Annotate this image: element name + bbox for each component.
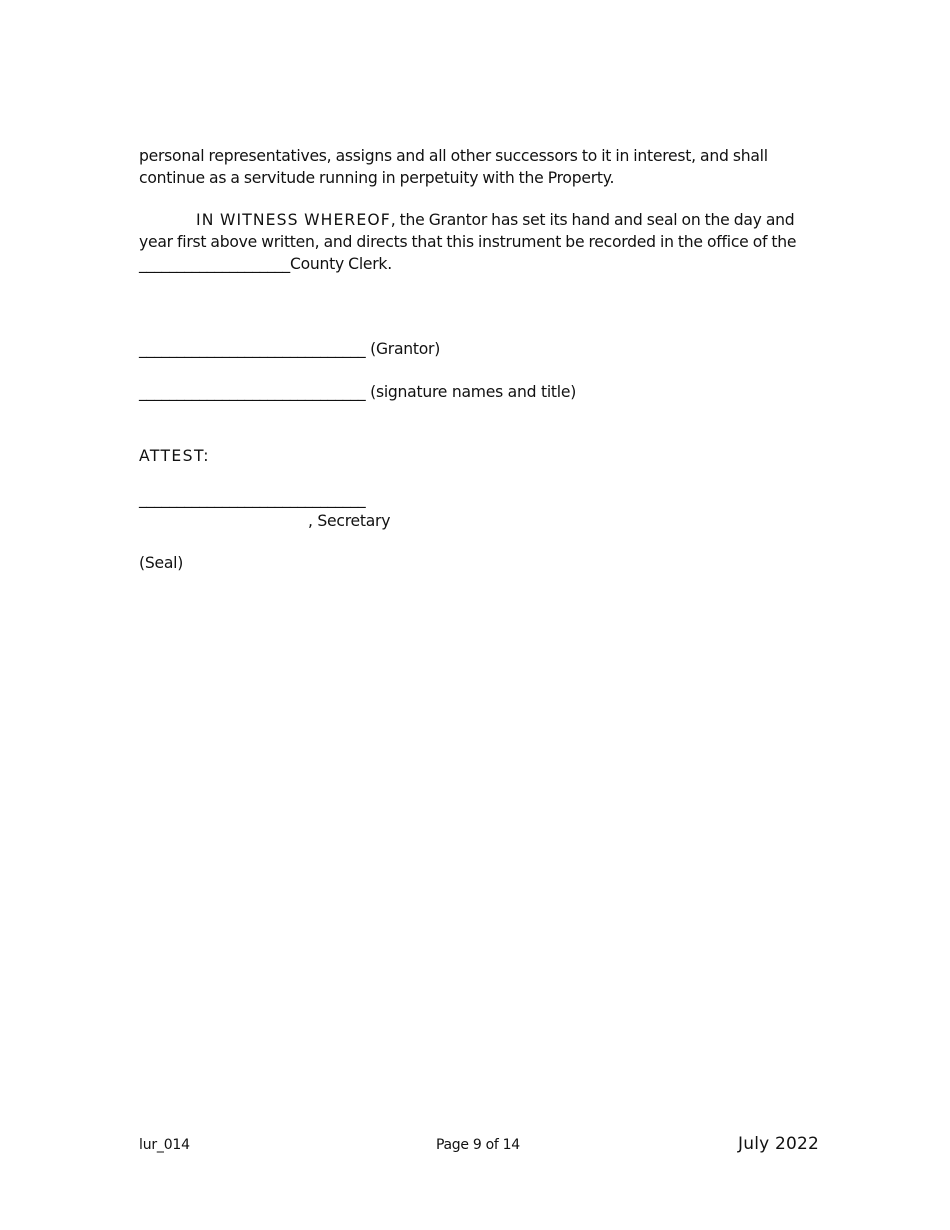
footer-date: July 2022 bbox=[738, 1134, 820, 1154]
paragraph-line: personal representatives, assigns and all other successors to it in interest, and shall bbox=[139, 147, 768, 165]
paragraph-line bbox=[139, 209, 796, 231]
witness-text: , the Grantor has set its hand and seal on the day and bbox=[390, 211, 795, 229]
paragraph-witness bbox=[139, 209, 796, 275]
secretary-signature-line: ______________________________ bbox=[139, 490, 366, 508]
paragraph-line: year first above written, and directs that this instrument be recorded in the office of the bbox=[139, 233, 797, 251]
footer-doc-id: lur_014 bbox=[139, 1137, 190, 1153]
paragraph-successors bbox=[139, 145, 768, 189]
footer-page-number: Page 9 of 14 bbox=[436, 1137, 520, 1153]
seal-label: (Seal) bbox=[139, 554, 184, 572]
paragraph-line: continue as a servitude running in perpetuity with the Property. bbox=[139, 169, 615, 187]
signature-names-line: ______________________________ (signature names and title) bbox=[139, 383, 577, 401]
secretary-label: , Secretary bbox=[308, 512, 391, 530]
county-clerk-line: ____________________County Clerk. bbox=[139, 255, 392, 273]
attest-label: ATTEST: bbox=[139, 447, 210, 465]
grantor-signature-line: ______________________________ (Grantor) bbox=[139, 340, 441, 358]
witness-heading: IN WITNESS WHEREOF bbox=[196, 211, 391, 229]
